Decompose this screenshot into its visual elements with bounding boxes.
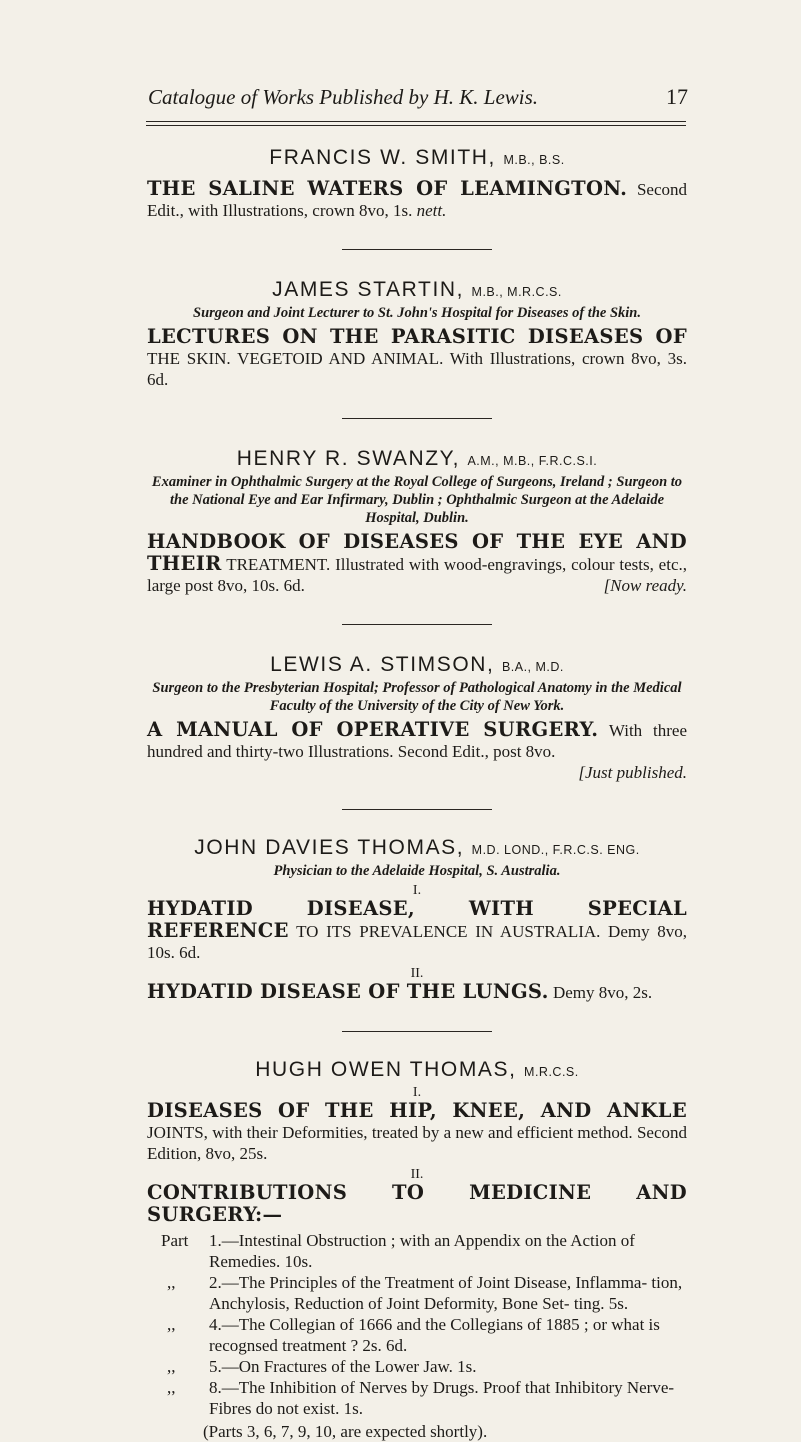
part-prefix: ,, [167,1357,176,1376]
part-text: 5.—On Fractures of the Lower Jaw. 1s. [209,1357,477,1376]
book-description: JOINTS, with their Deformities, treated by a new and efficient method. Second Edition, 8vo, 25s. [147,1123,687,1163]
book-entry [147,178,687,221]
book-title: HYDATID DISEASE OF THE LUNGS. [147,980,549,1003]
publication-status: [Now ready. [603,576,687,595]
author-degrees: M.B., B.S. [503,153,565,167]
book-title: DISEASES OF THE HIP, KNEE, AND ANKLE [147,1099,687,1122]
part-text: 4.—The Collegian of 1666 and the Collegians of 1885 ; or what is recognsed treatment ? 2s. 6d. [209,1315,660,1355]
list-item [147,1230,687,1272]
author-name: JAMES STARTIN, M.B., M.R.C.S. [272,278,562,301]
parts-list [147,1230,687,1419]
author-degrees: A.M., M.B., F.R.C.S.I. [467,454,598,468]
book-entry [147,1182,687,1226]
catalogue-content [147,140,687,1442]
entry-separator [342,624,492,625]
publication-status: [Just published. [578,763,687,782]
list-item [147,1377,687,1419]
author-name: FRANCIS W. SMITH, M.B., B.S. [269,146,565,169]
catalogue-entry [147,653,687,783]
author-degrees: M.D. LOND., F.R.C.S. ENG. [471,843,640,857]
author-role: Examiner in Ophthalmic Surgery at the Royal College of Surgeons, Ireland ; Surgeon to the National Eye and Ear Infirmary, Dublin ; Ophthalmic Surgeon at the Adelaide Hospital, Dublin. [151,474,683,526]
parts-note: (Parts 3, 6, 7, 9, 10, are expected shortly). [203,1422,488,1441]
book-numeral: II. [410,1167,424,1182]
author-degrees: M.R.C.S. [524,1065,579,1079]
book-numeral: II. [410,966,424,981]
running-head-title: Catalogue of Works Published by H. K. Lewis. [148,85,539,109]
book-description: THE SKIN. VEGETOID AND ANIMAL. With Illustrations, crown 8vo, 3s. 6d. [147,349,687,389]
author-role: Surgeon and Joint Lecturer to St. John's Hospital for Diseases of the Skin. [193,305,641,321]
author-name: LEWIS A. STIMSON, B.A., M.D. [270,653,564,676]
header-rule-thick [146,121,686,122]
page-number: 17 [666,84,688,109]
part-text: 2.—The Principles of the Treatment of Joint Disease, Inflamma- tion, Anchylosis, Reduction of Joint Deformity, Bone Set- ting. 5s. [209,1273,683,1313]
book-description: TREATMENT. Illustrated with wood-engravings, colour tests, etc., large post 8vo, 10s. 6d. [147,555,687,595]
book-title: A MANUAL OF OPERATIVE SURGERY. [147,718,599,741]
author-role: Physician to the Adelaide Hospital, S. Australia. [273,863,561,879]
book-title: HYDATID DISEASE, WITH SPECIAL REFERENCE [147,897,687,942]
catalogue-entry [147,836,687,1003]
list-item [147,1272,687,1314]
part-prefix: ,, [167,1273,176,1292]
catalogue-entry [147,447,687,596]
part-text: 8.—The Inhibition of Nerves by Drugs. Proof that Inhibitory Nerve-Fibres do not exist. 1s. [209,1378,675,1418]
book-description: TO ITS PREVALENCE IN AUSTRALIA. Demy 8vo, 10s. 6d. [147,922,687,962]
author-role: Surgeon to the Presbyterian Hospital; Professor of Pathological Anatomy in the Medical Faculty of the University of the City of New York. [152,680,682,714]
book-title: HANDBOOK OF DISEASES OF THE EYE AND THEIR [147,530,687,575]
part-prefix: ,, [167,1315,176,1334]
entry-separator [342,1031,492,1032]
entry-separator [342,249,492,250]
price-note: nett. [416,201,447,220]
book-description: Demy 8vo, 2s. [552,983,653,1002]
catalogue-entry [147,146,687,221]
book-description: With three hundred and thirty-two Illustrations. Second Edit., post 8vo. [147,721,687,761]
book-numeral: I. [412,883,422,898]
running-head [148,84,688,110]
book-entry [147,981,687,1003]
book-entry [147,1100,687,1164]
author-name: HENRY R. SWANZY, A.M., M.B., F.R.C.S.I. [236,447,598,470]
author-name: HUGH OWEN THOMAS, M.R.C.S. [255,1058,579,1081]
book-title: THE SALINE WATERS OF LEAMINGTON. [147,177,628,200]
book-entry [147,326,687,390]
author-degrees: M.B., M.R.C.S. [471,285,562,299]
book-entry [147,898,687,963]
part-text: 1.—Intestinal Obstruction ; with an Appendix on the Action of Remedies. 10s. [209,1231,635,1271]
catalogue-entry [147,278,687,390]
entry-separator [342,809,492,810]
list-item [147,1314,687,1356]
book-description: Second Edit., with Illustrations, crown 8vo, 1s. [147,180,688,220]
book-title: CONTRIBUTIONS TO MEDICINE AND SURGERY:— [147,1181,687,1226]
header-rule-thin [146,125,686,126]
list-item [147,1356,687,1377]
author-degrees: B.A., M.D. [501,660,564,674]
part-prefix: ,, [167,1378,176,1397]
part-prefix: Part [161,1231,189,1250]
catalogue-entry [147,1058,687,1442]
book-title: LECTURES ON THE PARASITIC DISEASES OF [147,325,687,348]
book-entry [147,719,687,762]
entry-separator [342,418,492,419]
book-numeral: I. [412,1085,422,1100]
author-name: JOHN DAVIES THOMAS, M.D. LOND., F.R.C.S. ENG. [194,836,640,859]
